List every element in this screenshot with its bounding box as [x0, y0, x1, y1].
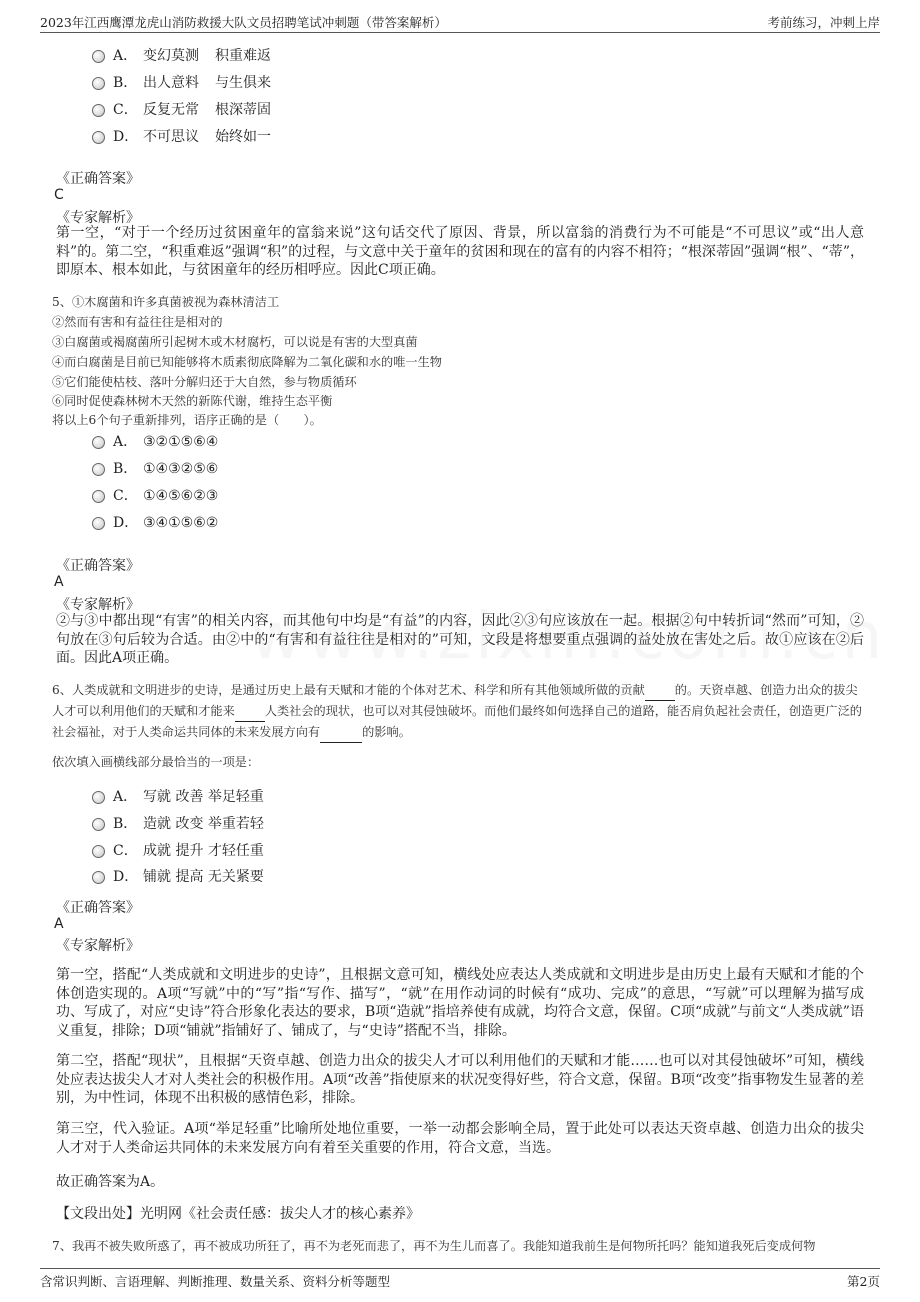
q5-stem-line: ⑤它们能使枯枝、落叶分解归还于大自然，参与物质循环: [52, 375, 357, 389]
q6-option-b[interactable]: B． 造就 改变 举重若轻: [92, 815, 264, 833]
radio-icon[interactable]: [92, 104, 105, 117]
q6-answer-label: 《正确答案》: [56, 900, 140, 916]
radio-icon[interactable]: [92, 131, 105, 144]
footer-topics: 含常识判断、言语理解、判断推理、数量关系、资料分析等题型: [40, 1274, 391, 1289]
q4-option-a[interactable]: A． 变幻莫测 积重难返: [92, 47, 271, 65]
q5-question: 将以上6个句子重新排列，语序正确的是（ ）。: [52, 413, 322, 427]
q5-answer-label: 《正确答案》: [56, 558, 140, 574]
fill-blank-3: [320, 722, 362, 743]
q4-option-c[interactable]: C． 反复无常 根深蒂固: [92, 101, 271, 119]
q6-source: 【文段出处】光明网《社会责任感：拔尖人才的核心素养》: [56, 1206, 420, 1222]
q6-analysis-paragraph-1: 第一空，搭配“人类成就和文明进步的史诗”，且根据文意可知，横线处应表达人类成就和文明进步是由历史上最有天赋和才能的个体创造实现的。A项“写就”中的“写”指“写作、描写”，“就”在用作动词的时候有“成功、完成”的意思，“写就”可以理解为描写成功、写成了，对应“史诗”符合形象化表达的要求，B项“造就”指培养使有成就，均符合文意，保留。C项“成就”与前文“人类成就”语义重复，排除；D项“铺就”指铺好了、铺成了，与“史诗”搭配不当，排除。: [56, 967, 864, 1039]
q6-prompt: 依次填入画横线部分最恰当的一项是：: [52, 755, 260, 769]
q6-option-a[interactable]: A． 写就 改善 举足轻重: [92, 788, 264, 806]
q6-analysis-paragraph-3: 第三空，代入验证。A项“举足轻重”比喻所处地位重要，一举一动都会影响全局，置于此处可以表达天资卓越、创造力出众的拔尖人才对于人类命运共同体的未来发展方向有着至关重要的作用，符合文意，当选。: [56, 1121, 864, 1156]
radio-icon[interactable]: [92, 791, 105, 804]
radio-icon[interactable]: [92, 490, 105, 503]
document-title: 2023年江西鹰潭龙虎山消防救援大队文员招聘笔试冲刺题（带答案解析）: [40, 15, 447, 30]
q6-option-c[interactable]: C． 成就 提升 才轻任重: [92, 842, 264, 860]
fill-blank-2: [235, 701, 265, 722]
q4-option-d[interactable]: D． 不可思议 始终如一: [92, 128, 271, 146]
page-footer: [40, 1268, 880, 1291]
q5-stem-line: 5、①木腐菌和许多真菌被视为森林清洁工: [52, 295, 280, 309]
fill-blank-1: [645, 680, 675, 701]
radio-icon[interactable]: [92, 50, 105, 63]
radio-icon[interactable]: [92, 517, 105, 530]
radio-icon[interactable]: [92, 436, 105, 449]
q5-option-b[interactable]: B． ①④③②⑤⑥: [92, 460, 218, 478]
radio-icon[interactable]: [92, 77, 105, 90]
q5-answer: A: [54, 574, 64, 590]
q4-analysis-label: 《专家解析》: [56, 210, 140, 226]
q5-analysis: ②与③中都出现“有害”的相关内容，而其他句中均是“有益”的内容，因此②③句应该放在一起。根据②句中转折词“然而”可知，②句放在③句后较为合适。由②中的“有害和有益往往是相对的”可知，文段是将想要重点强调的益处放在害处之后。故①应该在②后面。因此A项正确。: [56, 613, 864, 666]
radio-icon[interactable]: [92, 845, 105, 858]
q5-stem-line: ②然而有害和有益往往是相对的: [52, 315, 223, 329]
radio-icon[interactable]: [92, 463, 105, 476]
header-slogan: 考前练习，冲刺上岸: [767, 15, 880, 30]
q5-option-c[interactable]: C． ①④⑤⑥②③: [92, 487, 218, 505]
page-number: 第2页: [847, 1274, 880, 1289]
page-header: [40, 8, 880, 33]
q6-analysis-label: 《专家解析》: [56, 938, 140, 954]
q6-stem: 6、人类成就和文明进步的史诗，是通过历史上最有天赋和才能的个体对艺术、科学和所有其他领域所做的贡献 的。天资卓越、创造力出众的拔尖人才可以利用他们的天赋和才能来 人类社会的现状，也可以对其侵蚀破坏。而他们最终如何选择自己的道路，能否肩负起社会责任，创造更广泛的社会福祉，对于人类命运共同体的未来发展方向有 的影响。: [52, 680, 867, 743]
q4-option-b[interactable]: B． 出人意料 与生俱来: [92, 74, 271, 92]
radio-icon[interactable]: [92, 871, 105, 884]
q5-analysis-label: 《专家解析》: [56, 597, 140, 613]
radio-icon[interactable]: [92, 818, 105, 831]
q5-stem-line: ④而白腐菌是目前已知能够将木质素彻底降解为二氧化碳和水的唯一生物: [52, 355, 442, 369]
q6-option-d[interactable]: D． 铺就 提高 无关紧要: [92, 868, 264, 886]
q4-analysis: 第一空，“对于一个经历过贫困童年的富翁来说”这句话交代了原因、背景，所以富翁的消费行为不可能是“不可思议”或“出人意料”的。第二空，“积重难返”强调“积”的过程，与文意中关于童年的贫困和现在的富有的内容不相符；“根深蒂固”强调“根”、“蒂”，即原本、根本如此，与贫困童年的经历相呼应。因此C项正确。: [56, 225, 864, 278]
q4-answer-label: 《正确答案》: [56, 171, 140, 187]
q6-answer: A: [54, 916, 64, 932]
q5-option-a[interactable]: A． ③②①⑤⑥④: [92, 433, 218, 451]
q7-stem: 7、我再不被失败所惑了，再不被成功所狂了，再不为老死而悲了，再不为生儿而喜了。我能知道我前生是何物所托吗？能知道我死后变成何物: [52, 1239, 816, 1253]
q6-analysis-paragraph-2: 第二空，搭配“现状”，且根据“天资卓越、创造力出众的拔尖人才可以利用他们的天赋和才能……也可以对其侵蚀破坏”可知，横线处应表达拔尖人才对人类社会的积极作用。A项“改善”指使原来的状况变得好些，符合文意，保留。B项“改变”指事物发生显著的差别，为中性词，体现不出积极的感情色彩，排除。: [56, 1053, 864, 1106]
q5-stem-line: ⑥同时促使森林树木天然的新陈代谢，维持生态平衡: [52, 394, 333, 408]
q5-option-d[interactable]: D． ③④①⑤⑥②: [92, 514, 218, 532]
q5-stem-line: ③白腐菌或褐腐菌所引起树木或木材腐朽，可以说是有害的大型真菌: [52, 335, 418, 349]
q4-answer: C: [54, 187, 64, 203]
q6-conclusion: 故正确答案为A。: [56, 1174, 165, 1190]
